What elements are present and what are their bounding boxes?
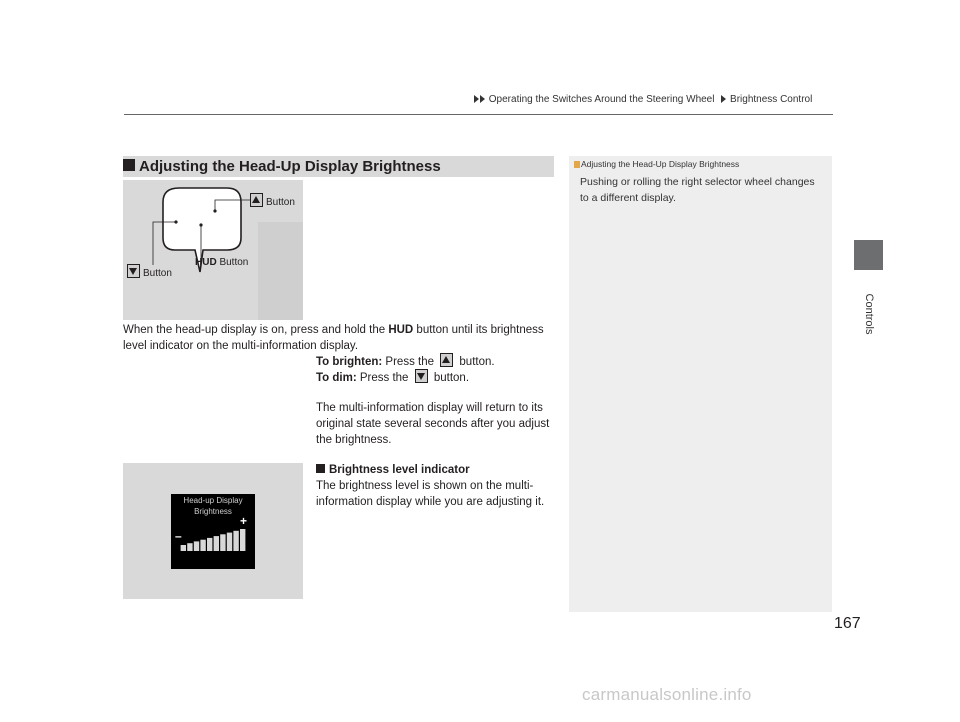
chapter-label (854, 284, 883, 344)
breadcrumb-arrow-icon (474, 95, 479, 103)
brightness-bar (240, 529, 245, 551)
brightness-level-bars (171, 494, 255, 569)
header-divider (124, 114, 833, 115)
brightness-bar (200, 540, 205, 551)
brighten-text-end: button. (459, 356, 495, 368)
page-number: 167 (834, 615, 861, 632)
brighten-label: To brighten: (316, 356, 383, 368)
hud-bold: HUD (195, 257, 217, 268)
subheading-bullet-icon (316, 464, 325, 473)
chapter-tab[interactable] (854, 240, 883, 270)
up-arrow-icon (250, 193, 263, 207)
brightness-bar (187, 543, 192, 551)
dim-label: To dim: (316, 372, 357, 384)
down-button-callout (127, 264, 172, 279)
brighten-instruction (316, 353, 495, 370)
screen-title-line1: Head-up Display (183, 496, 243, 505)
breadcrumb-arrow-icon (721, 95, 726, 103)
hud-brightness-screen (171, 494, 255, 569)
breadcrumb-item[interactable]: Brightness Control (730, 94, 813, 105)
minus-sign: – (175, 529, 182, 543)
breadcrumb-arrow-icon (480, 95, 485, 103)
brighten-text: Press the (385, 356, 434, 368)
intro-text-end: button until its brightness level indicator on the multi-information display. (123, 324, 544, 352)
intro-bold: HUD (388, 324, 414, 336)
brightness-bar (194, 541, 199, 551)
brightness-bar (233, 531, 238, 551)
breadcrumb (474, 94, 812, 105)
note-title (574, 159, 739, 169)
note-marker-icon (574, 161, 580, 168)
screen-title-line2: Brightness (194, 507, 232, 516)
brightness-bar (214, 536, 219, 551)
section-bullet-icon (123, 159, 135, 171)
brightness-bar (207, 538, 212, 551)
steering-switch-figure (123, 180, 303, 320)
plus-sign: + (240, 514, 248, 528)
down-arrow-icon (127, 264, 140, 278)
note-panel (569, 156, 832, 612)
dim-text: Press the (359, 372, 409, 384)
watermark: carmanualsonline.info (582, 685, 752, 704)
hud-button-label: Button (219, 257, 249, 268)
intro-paragraph (123, 322, 563, 354)
indicator-heading-text: Brightness level indicator (329, 464, 470, 476)
breadcrumb-item[interactable]: Operating the Switches Around the Steering Wheel (488, 94, 715, 105)
up-button-label: Button (266, 197, 295, 208)
down-arrow-icon (415, 369, 428, 383)
indicator-heading (316, 462, 470, 478)
up-arrow-icon (440, 353, 453, 367)
up-button-callout (250, 193, 295, 208)
indicator-paragraph: The brightness level is shown on the multi-information display while you are adjusting it. (316, 480, 545, 508)
brightness-bar (227, 533, 232, 551)
brightness-bar (220, 534, 225, 551)
down-button-label: Button (143, 268, 172, 279)
chapter-label-text: Controls (862, 293, 875, 335)
hud-button-callout (195, 257, 248, 268)
brightness-bar (181, 545, 186, 551)
section-title: Adjusting the Head-Up Display Brightness (139, 158, 441, 175)
intro-text: When the head-up display is on, press and hold the (123, 324, 389, 336)
note-title-text: Adjusting the Head-Up Display Brightness (581, 159, 740, 169)
section-heading (123, 156, 554, 177)
note-text: Pushing or rolling the right selector wheel changes to a different display. (580, 176, 815, 204)
return-paragraph: The multi-information display will return to its original state several seconds after you adjust the brightness. (316, 402, 550, 446)
dim-text-end: button. (433, 372, 470, 384)
dim-instruction (316, 369, 469, 386)
